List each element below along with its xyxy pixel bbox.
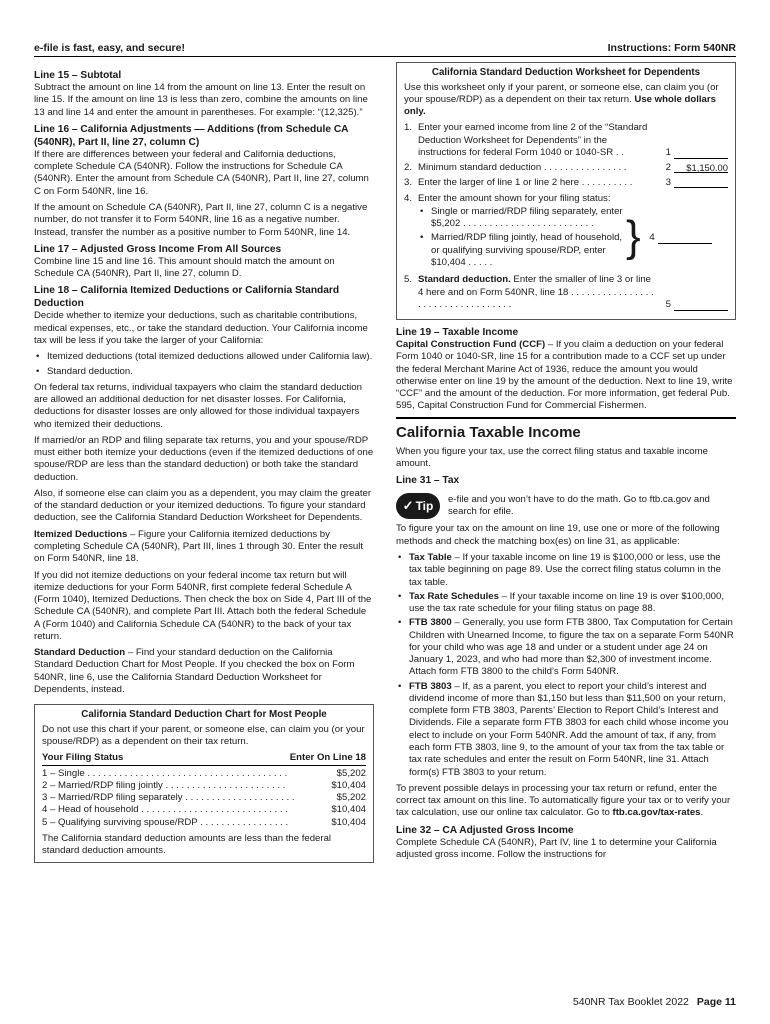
- tax-table-text: – If your taxable income on line 19 is $100,000 or less, use the tax table beginning on page 89. Use the correct filing status column in the tax table.: [409, 551, 721, 588]
- chart-row-value: $5,202: [336, 767, 366, 779]
- chart-header-row: [42, 752, 366, 765]
- line16-heading: Line 16 – California Adjustments — Additions (from Schedule CA (540NR), Part II, line 27, column C): [34, 123, 349, 148]
- line19-heading: Line 19 – Taxable Income: [396, 327, 519, 339]
- line15-text: Subtract the amount on line 14 from the amount on line 13. Enter the result on line 15. If the amount on line 13 is less than zero, combine the amounts on line 13 and line 14 and enter the amount in parentheses. For example: “(12,325).”: [34, 82, 368, 118]
- line31-p2-text: To prevent possible delays in processing your tax return or refund, enter the correct tax amount on this line. To automatically figure your tax or to verify your tax calculation, use our online tax calculator. Go to: [396, 782, 731, 819]
- worksheet-line-5: 5. Standard deduction. Enter the smaller of line 3 or line 4 here and on Form 540NR, line 18 . . . . . . . . . . . . . . . . . . . . . . . . . . . . . . . . . . 5: [404, 274, 728, 311]
- worksheet-line-5-text: [418, 274, 661, 311]
- worksheet-line-4-block: Enter the amount shown for your filing status: • Single or married/RDP filing separately, enter $5,202 . . . . . . . . . . . . . . . . . . . . . . . . . • Married/RDP filing jointly, head of household, or qualifying surviving spouse/RDP, enter $10,404 . . . . . } 4: [418, 193, 728, 272]
- ftb3800-text: – Generally, you use form FTB 3800, Tax Computation for Certain Children with Unearned Income, to figure the tax on a separate Form 540NR for your child who was age 18 and under or a student under age 24 on January 1, 2023, and who had more than $2,300 of investment income. Attach form FTB 3800 to the child’s Form 540NR.: [409, 617, 734, 678]
- worksheet-intro: [404, 82, 728, 119]
- worksheet-line-2: 2. Minimum standard deduction . . . . . . . . . . . . . . . . 2 $1,150.00: [404, 162, 728, 174]
- ftb3803-text: – If, as a parent, you elect to report your child’s interest and dividend income of more than $1,150 but less than $11,500 on your return, complete form FTB 3803, Parents’ Election to Report Child’s Interest and Dividends. File a separate form FTB 3803 for each child whose income you elect to include on your Form 540NR. Add the amount of tax, if any, from each form FTB 3803, line 9, to the amount of your tax from the tax table or tax rate schedules and enter the result on Form 540NR, line 31. Attach form(s) FTB 3803 to your return.: [409, 680, 729, 778]
- chart-title: California Standard Deduction Chart for Most People: [81, 709, 327, 721]
- list-item: [396, 591, 736, 616]
- line18-paragraph-1: Decide whether to itemize your deductions, such as charitable contributions, medical expenses, etc., or take the standard deduction. Your California income tax will be less if you take the larger of your California:: [34, 310, 368, 346]
- cti-text: When you figure your tax, use the correct filing status and taxable income amount.: [396, 445, 708, 470]
- worksheet-line-3: 3. Enter the larger of line 1 or line 2 here . . . . . . . . . . 3: [404, 177, 728, 189]
- worksheet-line-5-field: [674, 300, 728, 311]
- chart-row-label: 3 – Married/RDP filing separately . . . . . . . . . . . . . . . . . . . . .: [42, 792, 295, 804]
- table-row: [42, 804, 366, 816]
- line31-methods: [396, 552, 736, 779]
- chart-rows: [42, 768, 366, 829]
- line18-bullets: [34, 351, 374, 378]
- tax-rates-link[interactable]: ftb.ca.gov/tax-rates: [612, 807, 701, 819]
- list-item: • Standard deduction.: [34, 366, 374, 378]
- right-column: [396, 62, 736, 865]
- table-row: [42, 780, 366, 792]
- worksheet-line-1: 1. Enter your earned income from line 2 of the “Standard Deduction Worksheet for Dependents” in the instructions for federal Form 1040 or 1040-SR . . 1: [404, 122, 728, 159]
- list-item: • Itemized deductions (total itemized deductions allowed under California law).: [34, 351, 374, 363]
- left-column: [34, 66, 374, 863]
- dependents-worksheet: [396, 62, 736, 320]
- worksheet-line-3-text: Enter the larger of line 1 or line 2 here . . . . . . . . . .: [418, 177, 633, 189]
- table-row: [42, 768, 366, 780]
- worksheet-line-4-text: Enter the amount shown for your filing status:: [418, 192, 611, 204]
- list-item: [396, 681, 736, 779]
- tax-rate-schedules-label: Tax Rate Schedules: [409, 590, 499, 602]
- list-item: • Married/RDP filing jointly, head of household, or qualifying surviving spouse/RDP, enter $10,404 . . . . .: [418, 232, 624, 269]
- line17-text: Combine line 15 and line 16. This amount should match the amount on Schedule CA (540NR), Part II, line 27, column D.: [34, 255, 335, 280]
- page-header: [34, 40, 736, 57]
- tip-badge: [396, 493, 440, 519]
- chart-row-value: $10,404: [331, 804, 366, 816]
- itemized-label: Itemized Deductions: [34, 528, 128, 540]
- worksheet-line-4-options: [418, 206, 624, 271]
- ftb3800-label: FTB 3800: [409, 617, 452, 629]
- footer-booklet: 540NR Tax Booklet 2022: [572, 995, 689, 1008]
- ccf-text: – If you claim a deduction on your federal Form 1040 or 1040-SR, line 15 for a contribution made to a CCF set up under the federal Merchant Marine Act of 1936, reduce the amount you would otherwise enter on line 19 by the amount of the deduction. Next to line 19, write “CCF” and the amount of the deduction. For more information, get federal Pub. 595, Capital Construction Fund for Commercial Fishermen.: [396, 339, 733, 412]
- header-form-title: Instructions: Form 540NR: [607, 42, 736, 54]
- tip-badge-label: Tip: [415, 498, 434, 513]
- worksheet-title: California Standard Deduction Worksheet for Dependents: [431, 67, 701, 78]
- list-item: • Single or married/RDP filing separately, enter $5,202 . . . . . . . . . . . . . . . . . . . . . . . . .: [418, 206, 624, 231]
- line18-paragraph-2: On federal tax returns, individual taxpayers who claim the standard deduction are allowed an additional deduction for net disaster losses. For California, deductions for disaster losses are only allowed for those individual taxpayers who itemized their deductions.: [34, 381, 362, 430]
- line16-paragraph-1: If there are differences between your federal and California deductions, complete Schedule CA (540NR). Follow the instructions for Schedule CA (540NR). Enter the amount from Schedule CA (540NR), Part II, line 27, column C on Form 540NR, line 16.: [34, 148, 369, 197]
- checkmark-icon: ✓: [402, 498, 414, 514]
- line32-text: Complete Schedule CA (540NR), Part IV, line 1 to determine your California adjusted gross income. Follow the instructions for: [396, 836, 717, 860]
- tip-text: e-file and you won’t have to do the math. Go to ftb.ca.gov and search for efile.: [448, 494, 710, 518]
- line18-paragraph-5: If you did not itemize deductions on your federal income tax return but will itemize deductions for your Form 540NR, first complete federal Schedule A (Form 1040), Itemized Deductions. Then check the box on Side 4, Part III of the Schedule CA (540NR), and complete Part III. Attach both the federal Schedule A (Form 1040) and California Schedule CA (540NR) to the back of your tax return.: [34, 569, 372, 642]
- standard-deduction-paragraph: [34, 647, 374, 696]
- worksheet-line-1-text: Enter your earned income from line 2 of the “Standard Deduction Worksheet for Dependents” in the instructions for federal Form 1040 or 1040-SR . .: [418, 122, 648, 158]
- chart-row-label: 5 – Qualifying surviving spouse/RDP . . . . . . . . . . . . . . . . .: [42, 816, 289, 828]
- worksheet-intro-bold: Use whole dollars only.: [404, 93, 716, 118]
- chart-intro: Do not use this chart if your parent, or someone else, can claim you (or your spouse/RDP) as a dependent on their tax return.: [42, 723, 365, 747]
- line18-paragraph-4: Also, if someone else can claim you as a dependent, you may claim the greater of the standard deduction or your itemized deductions. To figure your standard deduction, see the California Standard Deduction Worksheet for Dependents.: [34, 487, 372, 524]
- worksheet-line-4-field: [658, 233, 712, 244]
- standard-label: Standard Deduction: [34, 647, 126, 659]
- brace-glyph: }: [626, 211, 641, 261]
- worksheet-intro-text: Use this worksheet only if your parent, or someone else, can claim you (or your spouse/RDP) as a dependent on their tax return.: [404, 81, 719, 105]
- chart-row-value: $10,404: [331, 779, 366, 791]
- ccf-label: Capital Construction Fund (CCF): [396, 339, 546, 351]
- chart-col-enter-line-18: Enter On Line 18: [289, 752, 366, 764]
- california-taxable-income-heading: California Taxable Income: [396, 417, 736, 442]
- worksheet-line-2-text: Minimum standard deduction . . . . . . . . . . . . . . . .: [418, 162, 627, 174]
- standard-deduction-chart: [34, 704, 374, 863]
- list-item: [396, 617, 736, 678]
- standard-text: – Find your standard deduction on the California Standard Deduction Chart for Most People. If you checked the box on Form 540NR, line 6, use the California Standard Deduction Worksheet for Dependents, instead.: [34, 647, 355, 695]
- page: [34, 40, 736, 1008]
- list-item: [396, 552, 736, 589]
- line31-paragraph-2: To prevent possible delays in processing your tax return or refund, enter the correct tax amount on this line. To automatically figure your tax or to verify your tax calculation, use our online tax calculator. Go to ftb.ca.gov/tax-rates.: [396, 782, 731, 819]
- chart-note: The California standard deduction amounts are less than the federal standard deduction amounts.: [42, 832, 332, 857]
- chart-row-label: 4 – Head of household . . . . . . . . . . . . . . . . . . . . . . . . . . . .: [42, 804, 288, 816]
- line18-heading: Line 18 – California Itemized Deductions or California Standard Deduction: [34, 285, 340, 310]
- header-tagline: e-file is fast, easy, and secure!: [34, 42, 185, 54]
- worksheet-line-4: 4. Enter the amount shown for your filing status: • Single or married/RDP filing separately, enter $5,202 . . . . . . . . . . . . . . . . . . . . . . . . . • Married/RDP filing jointly, head of household, or qualifying surviving spouse/RDP, enter $10,404 . . . . . } 4: [404, 193, 728, 272]
- footer-page-number: Page 11: [696, 995, 736, 1008]
- page-footer: [573, 996, 736, 1009]
- table-row: [42, 817, 366, 829]
- worksheet-line-5-rest: Enter the smaller of line 3 or line 4 here and on Form 540NR, line 18 . . . . . . . . . . . . . . . . . . . . . . . . . . . . . . . . . .: [418, 274, 654, 310]
- table-row: [42, 792, 366, 804]
- ftb3803-label: FTB 3803: [409, 680, 452, 692]
- chart-col-filing-status: Your Filing Status: [42, 752, 124, 764]
- efile-tip: [396, 493, 736, 519]
- chart-row-value: $5,202: [336, 792, 366, 804]
- worksheet-line-1-field: [674, 148, 728, 159]
- line18-paragraph-3: If married/or an RDP and filing separate tax returns, you and your spouse/RDP must either both itemize your deductions (even if the itemized deductions of one spouse/RDP are less than the standard deduction) or both take the standard deduction.: [34, 434, 374, 483]
- worksheet-line-2-value: $1,150.00: [674, 162, 728, 173]
- line16-paragraph-2: If the amount on Schedule CA (540NR), Part II, line 27, column C is a negative number, do not transfer it to Form 540NR, line 16 as a negative number. Instead, transfer the number as a positive number to Form 540NR, line 14.: [34, 202, 368, 238]
- chart-row-label: 2 – Married/RDP filing jointly . . . . . . . . . . . . . . . . . . . . . . .: [42, 779, 286, 791]
- itemized-text: – Figure your California itemized deductions by completing Schedule CA (540NR), Part III, lines 1 through 30. Enter the result on Form 540NR, line 18.: [34, 528, 364, 565]
- ccf-paragraph: [396, 339, 736, 413]
- itemized-deductions-paragraph: [34, 529, 374, 566]
- line17-heading: Line 17 – Adjusted Gross Income From All Sources: [34, 243, 282, 255]
- worksheet-line-3-field: [674, 177, 728, 188]
- chart-row-label: 1 – Single . . . . . . . . . . . . . . . . . . . . . . . . . . . . . . . . . . . . . .: [42, 767, 288, 779]
- line32-heading: Line 32 – CA Adjusted Gross Income: [396, 824, 574, 836]
- tax-table-label: Tax Table: [409, 551, 452, 563]
- line31-heading: Line 31 – Tax: [396, 475, 460, 487]
- worksheet-line-5-bold: Standard deduction.: [418, 274, 511, 286]
- chart-row-value: $10,404: [331, 816, 366, 828]
- line31-paragraph-1: To figure your tax on the amount on line 19, use one or more of the following methods and check the matching box(es) on line 31, as applicable:: [396, 523, 720, 547]
- line15-heading: Line 15 – Subtotal: [34, 70, 122, 81]
- tax-rate-schedules-text: – If your taxable income on line 19 is over $100,000, use the tax rate schedule for your filing status on page 88.: [409, 590, 724, 615]
